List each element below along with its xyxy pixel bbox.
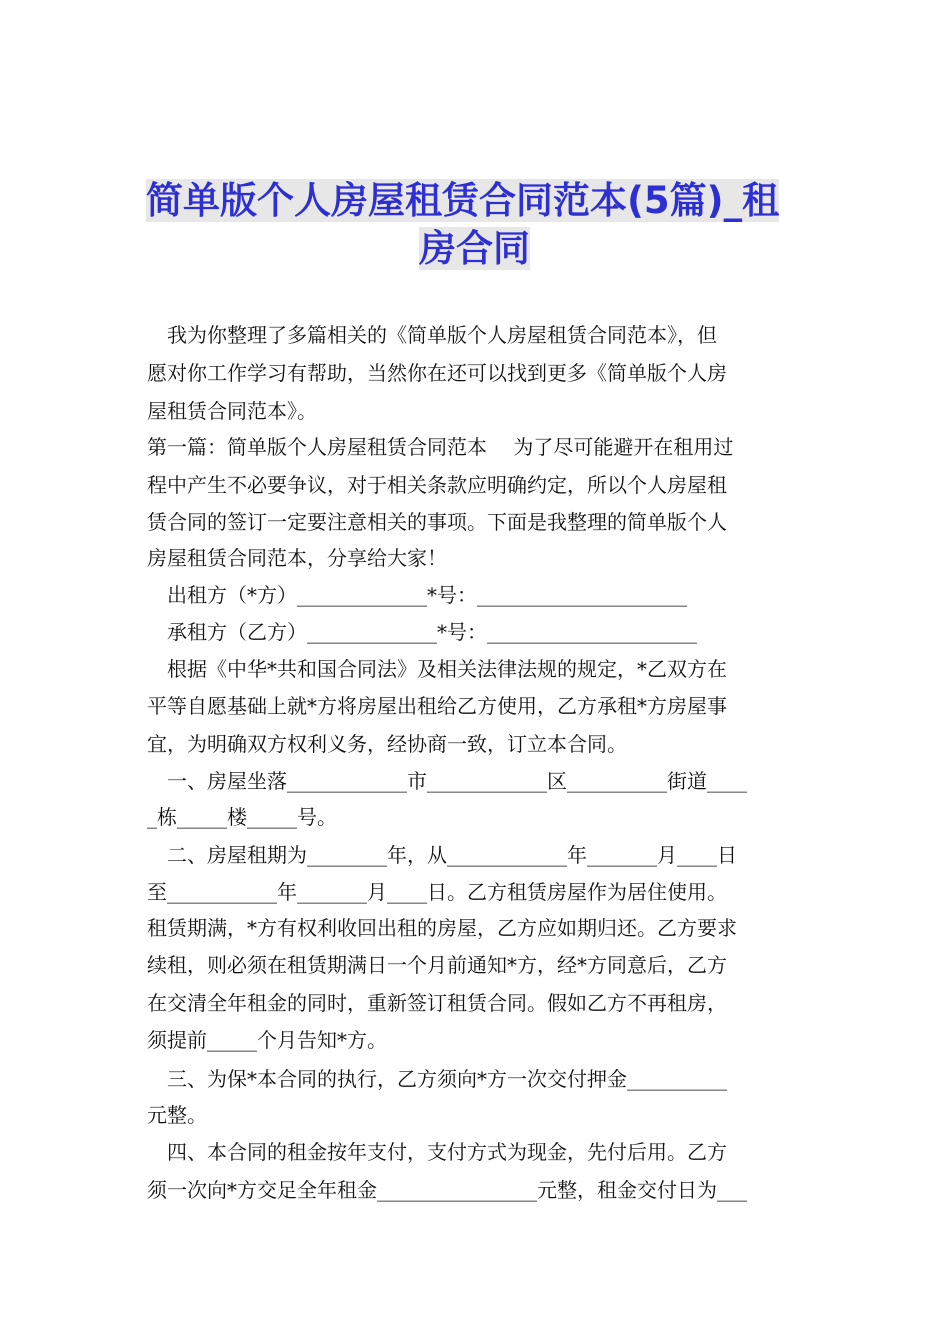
clause-line: 至___________年_______月____日。乙方租赁房屋作为居住使用。: [147, 880, 727, 904]
body-line: 屋租赁合同范本》。: [147, 399, 317, 423]
body-line: 第一篇：简单版个人房屋租赁合同范本 为了尽可能避开在租用过: [147, 435, 734, 459]
clause-line: 须一次向*方交足全年租金________________元整，租金交付日为___: [147, 1178, 747, 1202]
document-title-line-2: 房合同: [419, 227, 530, 270]
clause-line: _栋_____楼_____号。: [147, 805, 337, 829]
body-line: 平等自愿基础上就*方将房屋出租给乙方使用，乙方承租*方房屋事: [147, 694, 727, 718]
clause-line: 四、本合同的租金按年支付，支付方式为现金，先付后用。乙方: [147, 1140, 727, 1164]
body-line: 程中产生不必要争议，对于相关条款应明确约定，所以个人房屋租: [147, 473, 727, 497]
form-line-lessee: 承租方（乙方）_____________*号：_____________________: [147, 620, 697, 644]
body-line: 在交清全年租金的同时，重新签订租赁合同。假如乙方不再租房，: [147, 991, 727, 1015]
body-line: 宜，为明确双方权利义务，经协商一致，订立本合同。: [147, 732, 627, 756]
body-line: 赁合同的签订一定要注意相关的事项。下面是我整理的简单版个人: [147, 510, 727, 534]
body-line: 我为你整理了多篇相关的《简单版个人房屋租赁合同范本》，但: [147, 323, 717, 347]
clause-line: 元整。: [147, 1103, 207, 1127]
body-line: 根据《中华*共和国合同法》及相关法律法规的规定，*乙双方在: [147, 657, 727, 681]
body-line: 愿对你工作学习有帮助，当然你在还可以找到更多《简单版个人房: [147, 361, 727, 385]
body-line: 须提前_____个月告知*方。: [147, 1028, 387, 1052]
body-line: 续租，则必须在租赁期满日一个月前通知*方，经*方同意后，乙方: [147, 953, 727, 977]
body-line: 租赁期满，*方有权利收回出租的房屋，乙方应如期归还。乙方要求: [147, 916, 737, 940]
clause-line: 一、房屋坐落____________市____________区__________街道____: [147, 769, 747, 793]
clause-line: 二、房屋租期为________年，从____________年_______月____日: [147, 843, 737, 867]
body-line: 房屋租赁合同范本，分享给大家！: [147, 546, 447, 570]
document-title-line-1: 简单版个人房屋租赁合同范本(5篇)_租: [146, 179, 780, 222]
form-line-lessor: 出租方（*方）_____________*号：_____________________: [147, 583, 687, 607]
clause-line: 三、为保*本合同的执行，乙方须向*方一次交付押金__________: [147, 1067, 727, 1091]
